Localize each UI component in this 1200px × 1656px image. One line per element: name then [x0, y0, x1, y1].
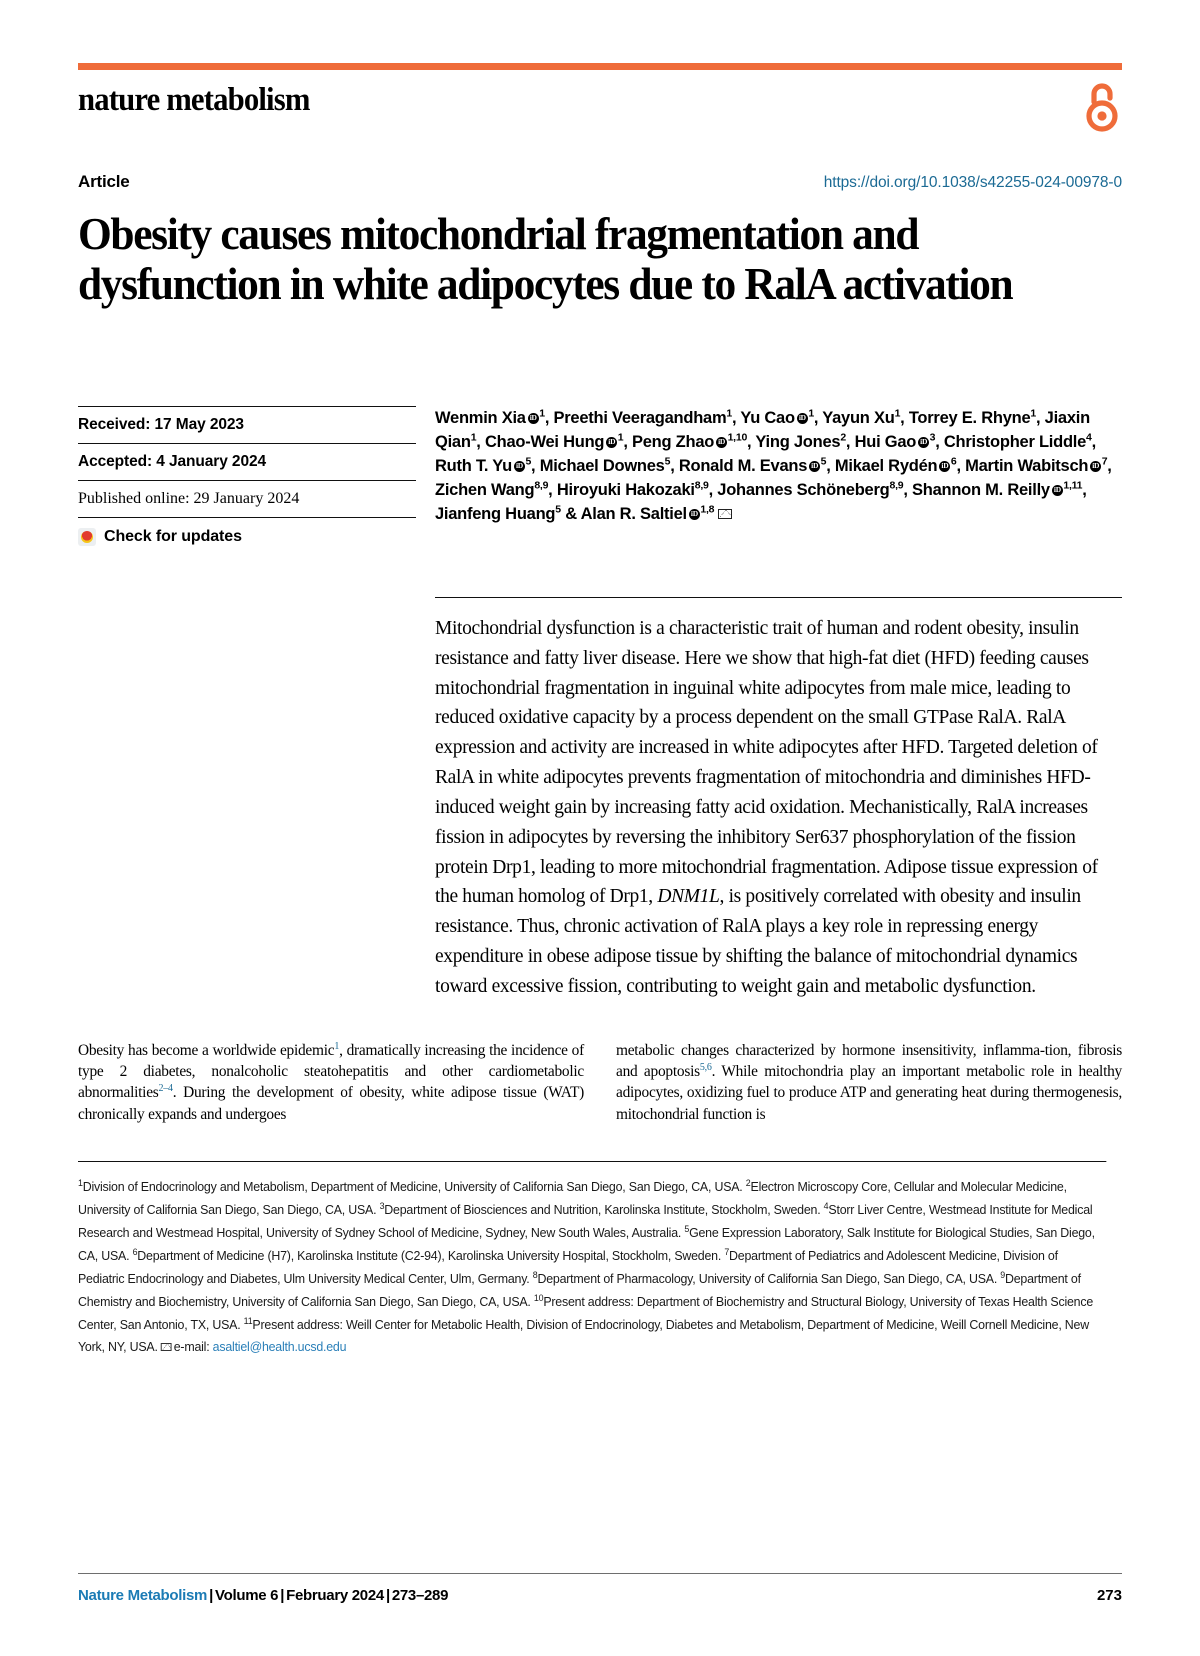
open-access-icon: [1082, 80, 1122, 137]
intro-column-right: [616, 1040, 1122, 1126]
author-separator: ,: [732, 408, 741, 427]
email-label: e-mail:: [173, 1339, 213, 1354]
orcid-icon[interactable]: [939, 461, 950, 472]
author-affiliation-marker: 7: [1101, 455, 1108, 468]
citation-ref[interactable]: 2–4: [158, 1083, 173, 1095]
author-entry: [540, 457, 679, 475]
affiliation-marker: 10: [533, 1293, 544, 1304]
orcid-icon[interactable]: [809, 461, 820, 472]
footer-journal-name[interactable]: Nature Metabolism: [78, 1587, 208, 1604]
orcid-icon[interactable]: [716, 437, 727, 448]
citation-ref[interactable]: 1: [334, 1040, 340, 1052]
brand-rule: [78, 63, 1122, 70]
footer-volume: Volume 6: [215, 1587, 279, 1604]
author-entry: [435, 409, 553, 427]
author-separator: ,: [670, 456, 679, 475]
author-affiliation-marker: 1: [726, 407, 732, 420]
affiliation-marker: 9: [1000, 1270, 1006, 1281]
author-separator: ,: [826, 456, 835, 475]
received-date: Received: 17 May 2023: [78, 406, 416, 443]
abstract-section: [78, 597, 1122, 1002]
affiliation-text: Electron Microscopy Core, Cellular and Molecular Medicine, University of California San Diego, San Diego, CA, USA.: [78, 1180, 1067, 1218]
author-separator: ,: [708, 480, 718, 499]
author-entry: [632, 433, 755, 451]
author-list: [416, 406, 1122, 555]
author-name: Johannes Schöneberg: [717, 480, 890, 499]
author-name: Jiaxin Qian: [435, 408, 1090, 451]
footer-citation: [78, 1587, 448, 1604]
author-name: Preethi Veeragandham: [553, 408, 727, 427]
footer-issue-date: February 2024: [286, 1587, 384, 1604]
intro-left-s2: , dramatically increasing the incidence of type 2 diabetes, nonalcoholic steatohepatitis and other cardiometabolic abnormalities: [78, 1041, 584, 1102]
author-affiliation-marker: 1: [808, 407, 814, 420]
crossmark-icon: [78, 528, 96, 546]
author-affiliation-marker: 6: [950, 455, 957, 468]
footer-separator: |: [385, 1587, 390, 1604]
author-separator: ,: [903, 480, 913, 499]
footer-separator: |: [280, 1587, 285, 1604]
orcid-icon[interactable]: [797, 413, 808, 424]
author-name: Shannon M. Reilly: [912, 480, 1050, 499]
journal-logo: nature metabolism: [78, 82, 310, 118]
author-affiliation-marker: 1: [617, 431, 624, 444]
doi-link[interactable]: https://doi.org/10.1038/s42255-024-00978-0: [823, 174, 1122, 191]
affiliation-text: Department of Chemistry and Biochemistry, University of California San Diego, San Diego, CA, USA.: [78, 1272, 1081, 1310]
author-entry: [557, 481, 717, 499]
author-separator: ,: [747, 432, 756, 451]
intro-right-s1: metabolic changes characterized by hormone insensitivity, inflamma-tion, fibrosis and apoptosis: [616, 1041, 1122, 1081]
article-label-row: [78, 172, 1122, 192]
author-affiliation-marker: 8,9: [694, 479, 709, 492]
author-name: Hui Gao: [854, 432, 917, 451]
orcid-icon[interactable]: [606, 437, 617, 448]
affiliation-marker: 4: [823, 1201, 829, 1212]
author-affiliation-marker: 1,10: [727, 431, 748, 444]
author-name: Alan R. Saltiel: [580, 504, 687, 523]
author-entry: [965, 457, 1112, 475]
orcid-icon[interactable]: [918, 437, 929, 448]
abstract-gene-name: DNM1L: [657, 886, 720, 908]
author-separator: ,: [548, 480, 557, 499]
citation-ref[interactable]: 5,6: [699, 1061, 712, 1073]
affiliation-text: Storr Liver Centre, Westmead Institute for Medical Research and Westmead Hospital, University of Sydney School of Medicine, Sydney, New South Wales, Australia.: [78, 1203, 1093, 1241]
author-name: Ronald M. Evans: [678, 456, 808, 475]
author-separator: ,: [813, 408, 823, 427]
author-name: Zichen Wang: [435, 480, 535, 499]
author-separator: ,: [900, 408, 909, 427]
author-separator: ,: [935, 432, 944, 451]
affiliation-text: Present address: Department of Biochemistry and Structural Biology, University of Texas Health Science Center, San Antonio, TX, USA.: [78, 1295, 1094, 1333]
footer-separator: |: [209, 1587, 214, 1604]
author-entry: [717, 481, 912, 499]
author-affiliation-marker: 5: [820, 455, 827, 468]
author-affiliation-marker: 1,8: [700, 503, 715, 516]
orcid-icon[interactable]: [528, 413, 539, 424]
affiliation-text: Gene Expression Laboratory, Salk Institute for Biological Studies, San Diego, CA, USA.: [78, 1226, 1095, 1264]
author-entry: [944, 433, 1096, 451]
accepted-date: Accepted: 4 January 2024: [78, 443, 416, 480]
author-name: Martin Wabitsch: [965, 456, 1089, 475]
author-affiliation-marker: 5: [555, 503, 561, 516]
author-affiliation-marker: 1: [1030, 407, 1036, 420]
published-date: Published online: 29 January 2024: [78, 480, 416, 517]
affiliation-marker: 7: [724, 1247, 730, 1258]
meta-and-authors: [78, 406, 1122, 555]
author-entry: [855, 433, 944, 451]
affiliation-text: Department of Biosciences and Nutrition, Karolinska Institute, Stockholm, Sweden.: [384, 1203, 824, 1218]
abstract-part-2: , is positively correlated with obesity and insulin resistance. Thus, chronic activation of RalA plays a key role in repressing energy expenditure in obese adipose tissue by shifting the balance of mitochondrial dynamics toward excessive fission, contributing to weight gain and metabolic dysfunction.: [435, 886, 1081, 997]
article-type-label: Article: [78, 172, 130, 191]
affiliations: [78, 1161, 1106, 1359]
abstract-gutter: [78, 597, 416, 1002]
orcid-icon[interactable]: [1090, 461, 1101, 472]
affiliation-marker: 11: [243, 1316, 253, 1327]
author-affiliation-marker: 8,9: [534, 479, 549, 492]
author-name: Hiroyuki Hakozaki: [556, 480, 695, 499]
check-for-updates-label: Check for updates: [104, 527, 242, 545]
orcid-icon[interactable]: [689, 509, 700, 520]
author-name: Yayun Xu: [822, 408, 895, 427]
corresponding-email-link[interactable]: asaltiel@health.ucsd.edu: [212, 1339, 347, 1354]
author-separator: ,: [1107, 456, 1112, 475]
author-name: Michael Downes: [539, 456, 665, 475]
author-separator: &: [560, 504, 581, 523]
orcid-icon[interactable]: [1052, 485, 1063, 496]
author-entry: [435, 505, 581, 523]
affiliation-marker: 1: [78, 1178, 83, 1189]
affiliation-text: Department of Pharmacology, University of California San Diego, San Diego, CA, USA.: [537, 1272, 1001, 1287]
author-name: Wenmin Xia: [435, 408, 526, 427]
author-separator: ,: [476, 432, 485, 451]
author-name: Peng Zhao: [632, 432, 715, 451]
intro-right-s2: . While mitochondria play an important metabolic role in healthy adipocytes, oxidizing fuel to produce ATP and generating heat during thermogenesis, mitochondrial function is: [616, 1063, 1122, 1123]
author-name: Ruth T. Yu: [435, 456, 512, 475]
page-number: 273: [1096, 1587, 1122, 1604]
affiliation-text: Present address: Weill Center for Metabolic Health, Division of Endocrinology, Diabetes and Metabolism, Department of Medicine, Weill Cornell Medicine, New York, NY, USA.: [78, 1318, 1089, 1354]
publication-history: [78, 406, 416, 555]
author-entry: [485, 433, 632, 451]
author-entry: [912, 481, 1087, 499]
author-entry: [435, 481, 557, 499]
author-name: Torrey E. Rhyne: [908, 408, 1031, 427]
author-name: Ying Jones: [755, 432, 841, 451]
author-separator: ,: [1091, 432, 1096, 451]
author-affiliation-marker: 1: [539, 407, 545, 420]
intro-columns: [78, 1040, 1122, 1126]
email-icon: [161, 1343, 172, 1351]
affiliation-marker: 2: [745, 1178, 751, 1189]
author-entry: [822, 409, 909, 427]
affiliation-marker: 8: [532, 1270, 538, 1281]
masthead: [78, 84, 1122, 146]
author-affiliation-marker: 2: [840, 431, 846, 444]
author-separator: ,: [1082, 480, 1087, 499]
author-separator: ,: [623, 432, 632, 451]
author-affiliation-marker: 1: [894, 407, 901, 420]
author-entry: [435, 457, 540, 475]
abstract-text: [435, 597, 1122, 1002]
author-affiliation-marker: 1: [470, 431, 477, 444]
author-separator: ,: [544, 408, 554, 427]
author-entry: [909, 409, 1045, 427]
author-entry: [835, 457, 965, 475]
author-affiliation-marker: 4: [1086, 431, 1092, 444]
author-name: Mikael Rydén: [834, 456, 938, 475]
intro-left-s1: Obesity has become a worldwide epidemic: [78, 1041, 335, 1059]
affiliation-text: Department of Pediatrics and Adolescent Medicine, Division of Pediatric Endocrinology and Diabetes, Ulm University Medical Center, Ulm, Germany.: [78, 1249, 1058, 1287]
author-entry: [581, 505, 733, 523]
affiliation-text: Division of Endocrinology and Metabolism, Department of Medicine, University of California San Diego, San Diego, CA, USA.: [82, 1180, 746, 1195]
author-name: Yu Cao: [740, 408, 795, 427]
author-entry: [740, 409, 822, 427]
author-separator: ,: [956, 456, 966, 475]
author-affiliation-marker: 3: [929, 431, 936, 444]
author-name: Chao-Wei Hung: [484, 432, 605, 451]
author-affiliation-marker: 8,9: [889, 479, 904, 492]
author-entry: [679, 457, 835, 475]
author-name: Christopher Liddle: [943, 432, 1087, 451]
intro-left-s3: . During the development of obesity, white adipose tissue (WAT) chronically expands and undergoes: [78, 1084, 584, 1123]
affiliation-marker: 6: [132, 1247, 138, 1258]
article-page: [0, 63, 1200, 1656]
email-icon[interactable]: [718, 509, 732, 519]
affiliation-text: Department of Medicine (H7), Karolinska Institute (C2-94), Karolinska University Hospital, Stockholm, Sweden.: [137, 1249, 725, 1264]
author-affiliation-marker: 1,11: [1063, 479, 1083, 492]
check-for-updates[interactable]: [78, 517, 416, 555]
author-entry: [553, 409, 740, 427]
author-separator: ,: [1036, 408, 1045, 427]
page-title: Obesity causes mitochondrial fragmentation and dysfunction in white adipocytes due to RalA activation: [78, 209, 1013, 309]
intro-column-left: [78, 1040, 584, 1126]
author-affiliation-marker: 5: [664, 455, 671, 468]
author-affiliation-marker: 5: [525, 455, 532, 468]
affiliation-marker: 3: [379, 1201, 385, 1212]
author-name: Jianfeng Huang: [435, 504, 556, 523]
orcid-icon[interactable]: [514, 461, 525, 472]
author-separator: ,: [845, 432, 855, 451]
abstract-part-1: Mitochondrial dysfunction is a characteristic trait of human and rodent obesity, insulin resistance and fatty liver disease. Here we show that high-fat diet (HFD) feeding causes mitochondrial fragmentation in inguinal white adipocytes from male mice, leading to reduced oxidative capacity by a process dependent on the small GTPase RalA. RalA expression and activity are increased in white adipocytes after HFD. Targeted deletion of RalA in white adipocytes prevents fragmentation of mitochondria and diminishes HFD-induced weight gain by increasing fatty acid oxidation. Mechanistically, RalA increases fission in adipocytes by reversing the inhibitory Ser637 phosphorylation of the fission protein Drp1, leading to more mitochondrial fragmentation. Adipose tissue expression of the human homolog of Drp1,: [435, 617, 1098, 908]
page-footer: [78, 1573, 1122, 1604]
author-entry: [755, 433, 854, 451]
author-separator: ,: [531, 456, 540, 475]
affiliation-marker: 5: [684, 1224, 690, 1235]
footer-pages: 273–289: [391, 1587, 449, 1604]
